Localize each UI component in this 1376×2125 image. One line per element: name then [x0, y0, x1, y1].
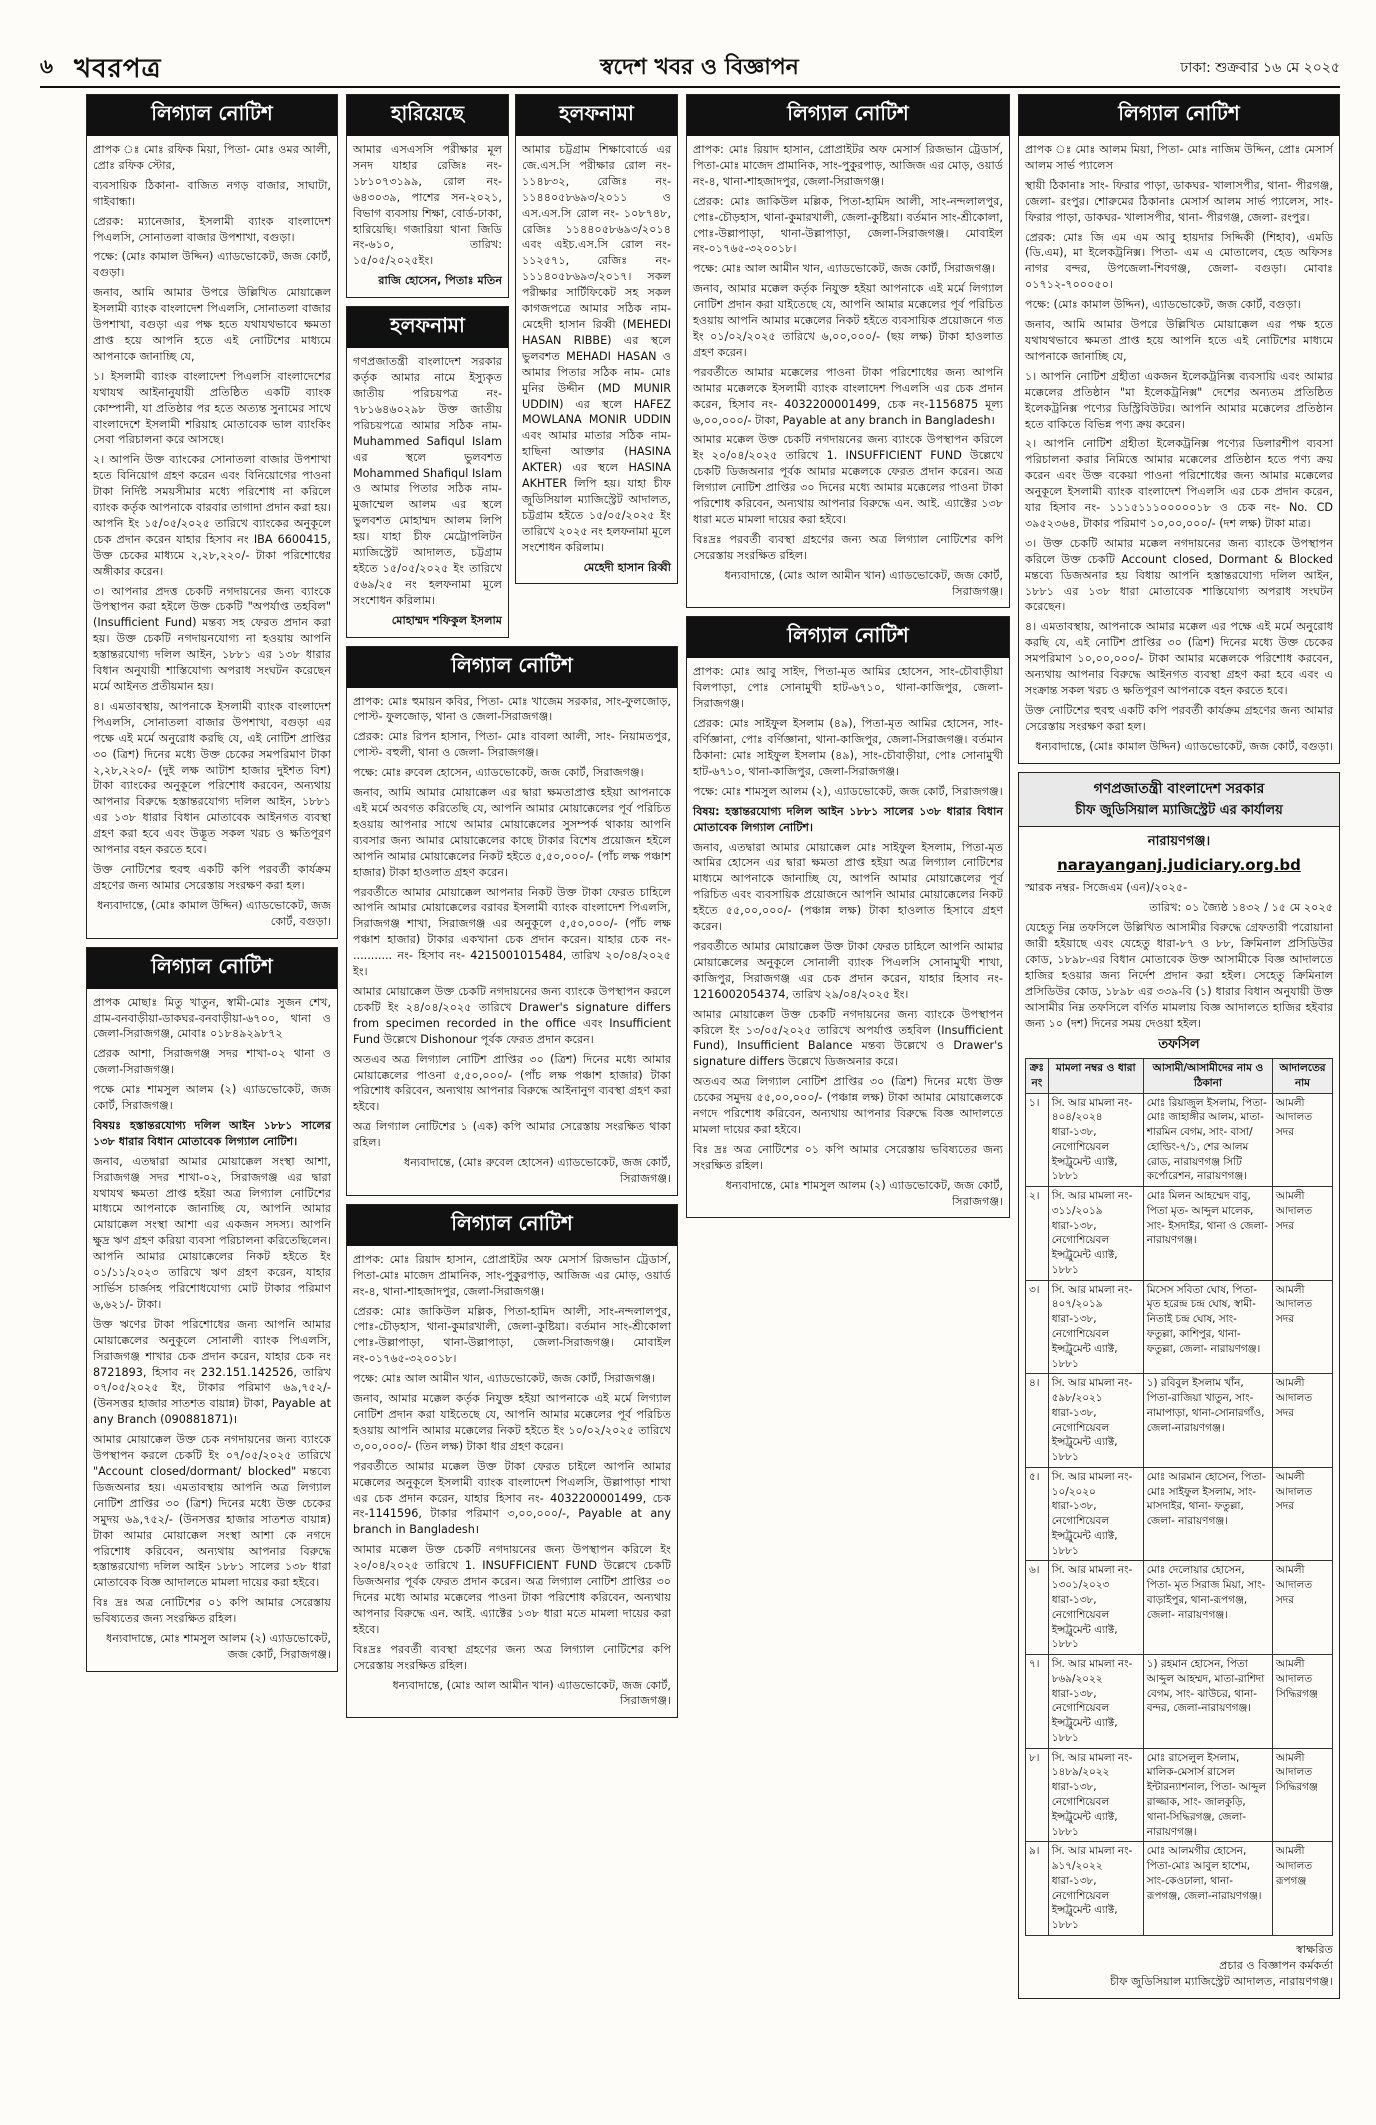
cell-no: ৩।: [1026, 1280, 1049, 1374]
notice-signature: ধন্যবাদান্তে, (মোঃ আল আমীন খান) এ্যাডভোকেট, জজ কোর্ট, সিরাজগঞ্জ।: [724, 568, 1003, 598]
paper-logo: খবরপত্র: [74, 54, 162, 84]
cell-no: ৯।: [1026, 1842, 1049, 1936]
notice-header: লিগ্যাল নোটিশ: [687, 617, 1009, 658]
notice-recipient: প্রাপক ঃ মোঃ আলম মিয়া, পিতা- মোঃ নাজিম উদ্দিন, প্রোঃ মেসার্স আলম সার্ভ প্যালেস: [1025, 143, 1333, 172]
cell-court: আমলী আদালত সিদ্ধিরগঞ্জ: [1272, 1655, 1332, 1749]
affidavit-header: হলফনামা: [347, 307, 508, 348]
notice-body: জনাব, আমি আমার মোয়াক্কেল এর দ্বারা ক্ষমতাপ্রাপ্ত হইয়া আপনাকে এই মর্মে অবগত করিতেছি যে, আপনি আমার মোয়াক্কেলের পূর্ব পরিচিত হওয়ায় আপনার সাথে আমার মোয়াক্কেলের সুসম্পর্ক থাকায় আপনি ব্যবসার জন্য আমার মোয়াক্কেলের কাছে টাকার বিশেষ প্রয়োজন হইলে আপনি আমার মোয়াক্কেলের নিকট হইতে ৫,৫০,০০০/- (পাঁচ লক্ষ পঞ্চাশ হাজার) টাকা হাওলাত গ্রহণ করেন।: [353, 786, 671, 879]
cell-accused: মিসেস সবিতা ঘোষ, পিতা-মৃত হরেন্দ্র চন্দ্র ঘোষ, স্বামী- নিতাই চন্দ্র ঘোষ, সাং- ফতুল্লা, কাশিপুর, থানা- ফতুল্লা, জেলা- নারায়ণগঞ্জ।: [1143, 1280, 1272, 1374]
notice-subject: বিষয়: হস্তান্তরযোগ্য দলিল আইন ১৮৮১ সালের ১৩৮ ধারার বিধান মোতাবেক লিগ্যাল নোটিশ।: [693, 804, 1003, 834]
court-title-1: গণপ্রজাতন্ত্রী বাংলাদেশ সরকার: [1093, 780, 1265, 797]
notice-recipient: প্রাপক: মোঃ হুমায়ন কবির, পিতা- মোঃ খাজেম সরকার, সাং-ফুলজোড়, পোস্ট- ফুলজোড়, থানা ও জেলা-সিরাজগঞ্জ।: [353, 694, 671, 724]
court-office: চীফ জুডিসিয়াল ম্যাজিস্ট্রেট আদালত, নারায়ণগঞ্জ।: [1110, 1974, 1333, 1988]
small-ads-left: [346, 94, 509, 646]
cell-court: আমলী আদালত রূপগঞ্জ: [1272, 1842, 1332, 1936]
notice-sender: প্রেরক: মোঃ সাইফুল ইসলাম (৪৯), পিতা-মৃত আমির হোসেন, সাং-বর্ণিজ্ঞানা, পোঃ বর্ণিজ্ঞানা, থানা-কাজিপুর, জেলা-সিরাজগঞ্জ। বর্তমান ঠিকানা: মোঃ সাইফুল ইসলাম (৪৯), সাং-চৌবাড়ীয়া, পোঃ সোনামুখী হাট-৬৭১০, থানা-কাজিপুর, জেলা-সিরাজগঞ্জ।: [693, 717, 1003, 778]
court-officer: প্রচার ও বিজ্ঞাপন কর্মকর্তা: [1219, 1958, 1333, 1972]
notice-body: অত্র লিগ্যাল নোটিশের ১ (এক) কপি আমার সেরেস্তায় সংরক্ষিত থাকা রহিল।: [353, 1120, 671, 1150]
legal-notice-3: [346, 646, 678, 1196]
affidavit-signature: মোহাম্মদ শফিকুল ইসলাম: [391, 613, 502, 627]
notice-body: পরবর্তীতে আমার মোয়াক্কেল উক্ত টাকা ফেরত চাহিলে আপনি আমার মোয়াক্কেলের অনুকূলে সোনালী ব্যাংক পিএলসি সোনামুখী শাখা, কাজিপুর, সিরাজগঞ্জ এর চেক প্রদান করেন, যাহার হিসাব নং- 1216002054374, তারিখ ২৯/০৪/২০২৫ ইং।: [693, 939, 1003, 1001]
notice-on-behalf: পক্ষে: মোঃ রুবেল হোসেন, এ্যাডভোকেট, জজ কোর্ট, সিরাজগঞ্জ।: [353, 766, 644, 780]
cell-case: সি. আর মামলা নং- ৫৯৮/২০২১ ধারা-১৩৮, নেগোশিয়েবল ইন্সট্রুমেন্ট এ্যাক্ট, ১৮৮১: [1048, 1374, 1143, 1468]
legal-notice-7: [1018, 94, 1340, 764]
affidavit-2: [346, 306, 509, 637]
notice-body: পরবর্তীতে আমার মক্কেলের পাওনা টাকা পরিশোধের জন্য আপনি আমার মক্কেলকে ইসলামী ব্যাংক বাংলাদেশ পিএলসি এর চেক প্রদান করেন, হিসাব নং- 4032200001499, চেক নং-1156875 মূল্য ৬,০০,০০০/- টাকা, Payable at any branch in Bangladesh।: [693, 365, 1003, 427]
table-row: [1026, 1748, 1333, 1842]
legal-notice-5: [686, 94, 1010, 608]
cell-case: সি. আর মামলা নং- ৩১১/২০১৯ ধারা-১৩৮, নেগোশিয়েবল ইন্সট্রুমেন্ট এ্যাক্ট, ১৮৮১: [1048, 1187, 1143, 1281]
notice-header: লিগ্যাল নোটিশ: [87, 95, 337, 136]
table-header: আদালতের নাম: [1272, 1058, 1332, 1093]
notice-header: লিগ্যাল নোটিশ: [1019, 95, 1339, 136]
cell-court: আমলী আদালত সদর: [1272, 1374, 1332, 1468]
notice-body: পরবর্তীতে আমার মক্কেল উক্ত টাকা ফেরত চাইলে আপনি আমার মক্কেলের অনুকূলে ইসলামী ব্যাংক বাংলাদেশ পিএলসি, উল্লাপাড়া শাখা এর চেক প্রদান করেন, যাহার হিসাব নং- 4032200001499, চেক নং-1141596, টাকার পরিমাণ ৩,০০,০০০/-, Payable at any branch in Bangladesh।: [353, 1459, 671, 1537]
cell-case: সি. আর মামলা নং- ৪০৭/২০১৯ ধারা-১৩৮, নেগোশিয়েবল ইন্সট্রুমেন্ট এ্যাক্ট, ১৮৮১: [1048, 1280, 1143, 1374]
lost-header: হারিয়েছে: [347, 95, 508, 136]
notice-body: ২। আপনি উক্ত ব্যাংকের সোনাতলা বাজার উপশাখা হতে বিনিয়োগ গ্রহণ করেন এবং বিনিয়োগের পাওনা টাকা নির্দিষ্ট সময়সীমার মধ্যে পরিশোধ না করিলে ব্যাংক কর্তৃক আপনাকে বারবার তাগাদা প্রদান করা হয়। আপনি ইং ১৫/০৫/২০২৫ তারিখে ব্যাংকের অনুকূলে চেক প্রদান করেন যাহার হিসাব নং IBA 6600415, উক্ত চেকের মাধ্যমে ২,২৮,২২০/- টাকা পরিশোধের অঙ্গীকার করেন।: [93, 453, 331, 578]
cell-court: আমলী আদালত সিদ্ধিরগঞ্জ: [1272, 1748, 1332, 1842]
notice-on-behalf: পক্ষে: মোঃ শামসুল আলম (২), এ্যাডভোকেট, জজ কোর্ট, সিরাজগঞ্জ।: [693, 784, 1003, 798]
notice-sender: প্রেরক: মোঃ রিপন হাসান, পিতা- মোঃ বাবলা আলী, সাং- নিয়ামতপুর, পোস্ট- বহুলী, থানা ও জেলা- সিরাজগঞ্জ।: [353, 730, 671, 760]
section-title: স্বদেশ খবর ও বিজ্ঞাপন: [600, 54, 799, 80]
notice-sender: প্রেরক: ম্যানেজার, ইসলামী ব্যাংক বাংলাদেশ পিএলসি, সোনাতলা বাজার উপশাখা, বগুড়া।: [93, 214, 331, 244]
notice-signature: ধন্যবাদান্তে, (মোঃ রুবেল হোসেন) এ্যাডভোকেট, জজ কোর্ট, সিরাজগঞ্জ।: [403, 1156, 671, 1185]
cell-court: আমলী আদালত সদর: [1272, 1187, 1332, 1281]
table-row: [1026, 1561, 1333, 1655]
table-row: [1026, 1655, 1333, 1749]
column-4: [1018, 94, 1340, 2074]
masthead: [40, 48, 1340, 88]
legal-notice-2: [86, 947, 338, 1672]
notice-body: আমার মক্কেল উক্ত চেকটি নগদায়নের জন্য ব্যাংকে উপস্থাপন করিলে ইং ২০/০৪/২০২৫ তারিখে 1. INSUFFICIENT FUND উল্লেখে চেকটি ডিজঅনার পূর্বক আমার মক্কেলকে ফেরত প্রদান করেন। অত্র লিগ্যাল নোটিশ প্রাপ্তির ৩০ দিনের মধ্যে আমার মক্কেলের পাওনা টাকা পরিশোধ করিবেন, অন্যথায় আপনার বিরুদ্ধে এন. আই. এ্যাক্টের ১৩৮ ধারা মতে মামলা দায়ের করা হইবে।: [693, 433, 1003, 526]
cell-accused: মোঃ আরমান হোসেন, পিতা- মোঃ সাইফুল ইসলাম, সাং- মাসদাইর, থানা- ফতুল্লা, জেলা- নারায়ণগঞ্জ।: [1143, 1467, 1272, 1561]
notice-body: উক্ত নোটিশের হুবহু একটি কপি পরবর্তী কার্যক্রম গ্রহণের জন্য আমার সেরেস্তায় সংরক্ষণ করা হল।: [93, 862, 331, 892]
schedule-title: তফসিল: [1158, 1036, 1200, 1052]
lost-notice: [346, 94, 509, 298]
table-row: [1026, 1842, 1333, 1936]
lost-signature: রাজি হোসেন, পিতাঃ মতিন: [378, 274, 502, 288]
schedule-table: [1025, 1058, 1333, 1936]
notice-body: ৪। এমতাবস্থায়, আপনাকে আমার মক্কেল এর পক্ষে এই মর্মে অনুরোধ করছি যে, এই নোটিশ প্রাপ্তির ৩০ (ত্রিশ) দিনের মধ্যে উক্ত চেকের সমপরিমাণ ১০,০০,০০০/- টাকা আমার মক্কেলকে পরিশোধ করবেন, অন্যথায় আপনার বিরুদ্ধে আইনগত ব্যবস্থা গ্রহণ করা হবে এবং এ সংক্রান্ত সকল খরচ ও ক্ষতিপূরণ আপনাকে বহন করতে হবে।: [1025, 620, 1333, 697]
court-intro: যেহেতু নিম্ন তফসিলে উল্লিখিত আসামীর বিরুদ্ধে গ্রেফতারী পরোয়ানা জারী হইয়াছে এবং যেহেতু ধারা-৮৭ ও ৮৮, ক্রিমিনাল প্রসিডিউর কোড, ১৮৯৮-এর বিধান মোতাবেক উক্ত আসামীকে বিজ্ঞ আদালতে হাজির হওয়ার জন্য নির্দেশ প্রদান করা হইল। সেহেতু ক্রিমিনাল প্রসিডিউর কোড, ১৮৯৮ এর ৩৩৯-বি (১) ধারার বিধান অনুযায়ী উক্ত আসামীর নিম্ন তফসিলে বর্ণিত মামলায় বিজ্ঞ আদালতে হাজির হইবার জন্য ১০ (দশ) দিনের সময় দেওয়া হইল।: [1025, 921, 1333, 1030]
cell-case: সি. আর মামলা নং- ৮৬৯/২০২২ ধারা-১৩৮, নেগোশিয়েবল ইন্সট্রুমেন্ট এ্যাক্ট, ১৮৮১: [1048, 1655, 1143, 1749]
notice-body: বিঃ দ্রঃ অত্র নোটিশের ০১ কপি আমার সেরেস্তায় ভবিষ্যতের জন্য সংরক্ষিত রহিল।: [93, 1596, 331, 1626]
court-signature: [1025, 1942, 1333, 1990]
cell-no: ৬।: [1026, 1561, 1049, 1655]
notice-body: ৩। আপনার প্রদত্ত চেকটি নগদায়নের জন্য ব্যাংকে উপস্থাপন করা হইলে উক্ত চেকটি "অপর্যাপ্ত তহবিল" (Insufficient Fund) মন্তব্য সহ ফেরত প্রদান করা হয়। উক্ত চেকটি নগদায়নযোগ্য না হওয়ায় আপনি হস্তান্তরযোগ্য দলিল আইন, ১৮৮১ এর ১৩৮ ধারার বিধান অনুযায়ী শাস্তিযোগ্য অপরাধ সংঘটন করেছেন মর্মে আইনত প্রতীয়মান হয়।: [93, 584, 331, 693]
cell-no: ১।: [1026, 1093, 1049, 1187]
date-line: ঢাকা: শুক্রবার ১৬ মে ২০২৫: [1180, 60, 1340, 76]
cell-case: সি. আর মামলা নং- ১৩০১/২০২৩ ধারা-১৩৮, নেগোশিয়েবল ইন্সট্রুমেন্ট এ্যাক্ট, ১৮৮১: [1048, 1561, 1143, 1655]
notice-sender: প্রেরক: মোঃ জি এম এম আবু হায়দার সিদ্দিকী (শিহাব), এমডি (ডি.এম), মা ইলেকট্রনিক্স। পিতা- এম এ মোতালেব, হেড অফিসঃ নাগর বন্দর, উপজেলা-শিবগঞ্জ, জেলা- বগুড়া। মোবাঃ ০১৭১২-৭০০০৫০।: [1025, 230, 1333, 292]
court-header: [1019, 773, 1339, 827]
court-website-link[interactable]: narayanganj.judiciary.org.bd: [1057, 856, 1301, 875]
small-ads-row: [346, 94, 678, 646]
notice-signature: ধন্যবাদান্তে, মোঃ শামসুল আলম (২) এ্যাডভোকেট, জজ কোর্ট, সিরাজগঞ্জ।: [725, 1178, 1003, 1208]
table-header: আসামী/আসামীদের নাম ও ঠিকানা: [1143, 1058, 1272, 1093]
cell-accused: ১) রবিবুল ইসলাম খাঁন, পিতা-রাজিয়া খাতুন, সাং- নামাপাড়া, থানা-সোনারগাঁও, জেলা-নারায়ণগঞ্জ।: [1143, 1374, 1272, 1468]
notice-body: অতএব অত্র লিগ্যাল নোটিশ প্রাপ্তির ৩০ (ত্রিশ) দিনের মধ্যে উক্ত চেকের সমুদয় ৫৫,০০,০০০/- (পঞ্চান্ন লক্ষ) টাকা আমার মোয়াক্কেলকে নগদে পরিশোধ করিবেন, অন্যথায় আপনার বিরুদ্ধে বিজ্ঞ আদালতে মামলা দায়ের করা হইবে।: [693, 1075, 1003, 1136]
notice-header: লিগ্যাল নোটিশ: [347, 647, 677, 688]
notice-body: বিঃদ্রঃ পরবর্তী ব্যবস্থা গ্রহণের জন্য অত্র লিগ্যাল নোটিশের কপি সেরেস্তায় সংরক্ষিত রহিল।: [353, 1642, 671, 1672]
court-memo: স্মারক নম্বর- সিজেএম (এন)/২০২৫-: [1025, 881, 1188, 895]
notice-body: জনাব, আমার মক্কেল কর্তৃক নিযুক্ত হইয়া আপনাকে এই মর্মে লিগ্যাল নোটিশ প্রদান করা যাইতেছে যে, আপনি আমার মক্কেলের পূর্ব পরিচিত হওয়ায় আপনি আমার মক্কেলের নিকট হইতে ইং ১০/০২/২০২৫ তারিখে ৩,০০,০০০/- (তিন লক্ষ) টাকা ধার গ্রহণ করেন।: [353, 1392, 671, 1453]
table-row: [1026, 1187, 1333, 1281]
cell-no: ৮।: [1026, 1748, 1049, 1842]
notice-body: ১। ইসলামী ব্যাংক বাংলাদেশ পিএলসি বাংলাদেশের যথাযথ আইনানুযায়ী প্রতিষ্ঠিত একটি ব্যাংক কোম্পানী, যা প্রতিষ্ঠার পর হতে অত্যন্ত সুনামের সাথে বাংলাদেশে ইসলামী শরিয়াহ মোতাবেক ভাল ব্যাংকিং সেবা পরিচালনা করে আসছে।: [93, 369, 331, 447]
cell-case: সি. আর মামলা নং- ৯১৭/২০২২ ধারা-১৩৮, নেগোশিয়েবল ইন্সট্রুমেন্ট এ্যাক্ট, ১৮৮১: [1048, 1842, 1143, 1936]
cell-court: আমলী আদালত সদর: [1272, 1561, 1332, 1655]
notice-recipient: প্রাপক: মোঃ রিয়াদ হাসান, প্রোপ্রাইটর অফ মেসার্স রিজভান ট্রেডার্স, পিতা-মোঃ মাজেদ প্রামানিক, সাং-পুকুরপাড়, আজিজ এর মোড়, ওয়ার্ড নং-৪, থানা-শাহজাদপুর, জেলা-সিরাজগঞ্জ।: [693, 143, 1003, 188]
affidavit-header: হলফনামা: [516, 95, 677, 136]
notice-recipient: প্রাপক: মোঃ আবু সাইদ, পিতা-মৃত আমির হোসেন, সাং-চৌবাড়ীয়া বিলপাড়া, পোঃ সোনামুখী হাট-৬৭১০, থানা-কাজিপুর, জেলা-সিরাজগঞ্জ।: [693, 665, 1003, 711]
table-row: [1026, 1093, 1333, 1187]
notice-address: ব্যবসায়িক ঠিকানা- বাজিত নগড় বাজার, সাঘাটা, গাইবান্ধা।: [93, 178, 331, 208]
affidavit-signature: মেহেদী হাসান রিব্বী: [583, 560, 671, 574]
notice-on-behalf: পক্ষে: মোঃ আল আমীন খান, এ্যাডভোকেট, জজ কোর্ট, সিরাজগঞ্জ।: [353, 1372, 656, 1386]
cell-accused: মোঃ রাসেলুল ইসলাম, মালিক-মেসার্স রাসেল ইন্টারন্যাশনাল, পিতা- আব্দুল রাজ্জাক, সাং- জালকুড়ি, থানা-সিদ্ধিরগঞ্জ, জেলা- নারায়ণগঞ্জ।: [1143, 1748, 1272, 1842]
cell-court: আমলী আদালত সদর: [1272, 1280, 1332, 1374]
table-header: মামলা নম্বর ও ধারা: [1048, 1058, 1143, 1093]
notice-body: ৩। উক্ত চেকটি আমার মক্কেল নগদায়নের জন্য ব্যাংকে উপস্থাপন করিলে উক্ত চেকটি Account closed, Dormant & Blocked মন্তব্যে ডিজঅনার হয় বিধায় আপনি হস্তান্তরযোগ্য দলিল আইন, ১৮৮১ এর ১৩৮ ধারা মোতাবেক শাস্তিযোগ্য অপরাধ সংঘটন করেছেন।: [1025, 536, 1333, 614]
small-ads-right: [515, 94, 678, 646]
notice-body: জনাব, আমার মক্কেল কর্তৃক নিযুক্ত হইয়া আপনাকে এই মর্মে লিগ্যাল নোটিশ প্রদান করা যাইতেছে যে, আপনি আমার মক্কেলের পূর্ব পরিচিত হওয়ায় আপনি আমার মক্কেলের নিকট হইতে ব্যবসায়িক প্রয়োজনে গত ইং ০১/০২/২০২৫ তারিখে ৬,০০,০০০/- (ছয় লক্ষ) টাকা হাওলাত গ্রহণ করেন।: [693, 282, 1003, 359]
notice-body: আমার মক্কেল উক্ত চেকটি নগদায়নের জন্য উপস্থাপন করিলে ইং ২০/০৪/২০২৫ তারিখে 1. INSUFFICIENT FUND উল্লেখে চেকটি ডিজঅনার পূর্বক ফেরত প্রদান করেন। অত্র লিগ্যাল নোটিশ প্রাপ্তির ৩০ দিনের মধ্যে আমার মক্কেলের পাওনা টাকা পরিশোধ করিবেন, অন্যথায় আপনার বিরুদ্ধে এন. আই. এ্যাক্টের ১৩৮ ধারা মতে মামলা দায়ের করা হইবে।: [353, 1543, 671, 1636]
cell-accused: ১) রহমান হোসেন, পিতা আব্দুল আহম্মদ, মাতা-রাশিদা বেগম, সাং- ঝাউচর, থানা-বন্দর, জেলা-নারায়ণগঞ্জ।: [1143, 1655, 1272, 1749]
notice-body: ২। আপনি নোটিশ গ্রহীতা ইলেকট্রনিক্স পণ্যের ডিলারশীপ ব্যবসা পরিচালনা করার নিমিত্তে আমার মক্কেলের প্রতিষ্ঠান হতে পণ্য ক্রয় করেন এবং উক্ত বকেয়া পাওনা পরিশোধের জন্য আমার মক্কেলের অনুকূলে ইসলামী ব্যাংক বাংলাদেশ পিএলসি এর চেক প্রদান করেন, যার হিসাব নং- ১১১৫১১১০০০০০১৮ ও চেক নং- No. CD ৩৯৫২৩৬৪, টাকার পরিমাণ ১০,০০,০০০/- (দশ লক্ষ) টাকা মাত্র।: [1025, 437, 1333, 530]
table-row: [1026, 1280, 1333, 1374]
lost-text: আমার এসএসসি পরীক্ষার মূল সনদ যাহার রেজিঃ নং- ১৮১০৭৩১৯৯, রোল নং- ৬৪৩০৩৯, পাশের সন-২০২১, বিভাগ ব্যবসায় শিক্ষা, বোর্ড-ঢাকা, হারিয়েছি। গজারিয়া থানা জিডি নং-৬১০, তারিখ: ১৫/০৫/২০২৫ইং।: [353, 143, 502, 268]
notice-header: লিগ্যাল নোটিশ: [347, 1205, 677, 1246]
notice-body: আমার মোয়াক্কেল উক্ত চেক নগদায়নের জন্য ব্যাংকে উপস্থাপন করলে চেকটি ইং ০৭/০৫/২০২৫ তারিখে "Account closed/dormant/ blocked" মন্তব্যে ডিজঅনার হয়। এমতাবস্থায় আপনি অত্র লিগ্যাল নোটিশ প্রাপ্তির ৩০ (ত্রিশ) দিনের মধ্যে উক্ত চেকের সমুদয় ৬৯,৭৫২/- (উনসত্তর হাজার সাতশত বায়ান্ন) টাকা আমার মোয়াক্কেল সংস্থা আশা কে নগদে পরিশোধ করিবেন, অন্যথায় আপনার বিরুদ্ধে হস্তান্তরযোগ্য দলিল আইন ১৮৮১ সালের ১৩৮ ধারা মোতাবেক বিজ্ঞ আদালতে মামলা দায়ের করা হইবে।: [93, 1433, 331, 1590]
notice-header: লিগ্যাল নোটিশ: [87, 948, 337, 989]
legal-notice-1: [86, 94, 338, 939]
cell-no: ২।: [1026, 1187, 1049, 1281]
notice-recipient: প্রাপক ঃ মোঃ রফিক মিয়া, পিতা- মোঃ ওমর আলী, প্রোঃ রফিক স্টোর,: [93, 143, 331, 172]
affidavit-1: [515, 94, 678, 584]
notice-body: বিঃ দ্রঃ অত্র নোটিশের ০১ কপি আমার সেরেস্তায় ভবিষ্যতের জন্য সংরক্ষিত রহিল।: [693, 1142, 1003, 1172]
notice-subject: বিষয়ঃ হস্তান্তরযোগ্য দলিল আইন ১৮৮১ সালের ১৩৮ ধারার বিধান মোতাবেক লিগ্যাল নোটিশ।: [93, 1118, 331, 1148]
cell-case: সি. আর মামলা নং- ৪০৪/২০২৪ ধারা-১৩৮, নেগোশিয়েবল ইন্সট্রুমেন্ট এ্যাক্ট, ১৮৮১: [1048, 1093, 1143, 1187]
notice-body: উক্ত নোটিশের হুবহু একটি কপি পরবর্তী কার্যক্রম গ্রহণের জন্য আমার সেরেস্তায় সংরক্ষণ করা হল।: [1025, 703, 1333, 733]
notice-on-behalf: পক্ষে: (মোঃ কামাল উদ্দিন) এ্যাডভোকেট, জজ কোর্ট, বগুড়া।: [93, 250, 331, 280]
notice-recipient: প্রাপক মোছাঃ মিতু খাতুন, স্বামী-মোঃ সুজন শেখ, গ্রাম-বনবাড়ীয়া-ডাকঘর-বনবাড়ীয়া-৬৭০০, থানা ও জেলা-সিরাজগঞ্জ, মোবাঃ ০১৮৪৯২৯৮৭২: [93, 995, 331, 1041]
page-number: ৬: [40, 54, 54, 78]
notice-on-behalf: পক্ষে মোঃ শামসুল আলম (২) এ্যাডভোকেট, জজ কোর্ট, সিরাজগঞ্জ।: [93, 1083, 331, 1113]
notice-body: বিঃদ্রঃ পরবর্তী ব্যবস্থা গ্রহণের জন্য অত্র লিগ্যাল নোটিশের কপি সেরেস্তায় সংরক্ষিত রহিল।: [693, 532, 1003, 562]
notice-header: লিগ্যাল নোটিশ: [687, 95, 1009, 136]
notice-body: আমার মোয়াক্কেল উক্ত চেকটি নগদায়নের জন্য ব্যাংকে উপস্থাপন করলে চেকটি ইং ২৪/০৪/২০২৫ তারিখে Drawer's signature differs from specimen recorded in the office এবং Insufficient Fund উল্লেখে Dishonour পূর্বক ফেরত প্রদান করেন।: [353, 984, 671, 1046]
notice-body: জনাব, এতদ্বারা আমার মোয়াক্কেল মোঃ সাইফুল ইসলাম, পিতা-মৃত আমির হোসেন এর দ্বারা ক্ষমতা প্রাপ্ত হইয়া অত্র লিগ্যাল নোটিশের মাধ্যমে আপনাকে জানাচ্ছি যে, আপনি আমার মোয়াক্কেলের পূর্ব পরিচিত এবং ব্যবসায়িক প্রয়োজনে আপনি আমার মোয়াক্কেলের নিকট হইতে ৫৫,০০,০০০/- (পঞ্চান্ন লক্ষ) টাকা হাওলাত হিসাবে গ্রহণ করেন।: [693, 840, 1003, 934]
cell-no: ৪।: [1026, 1374, 1049, 1468]
affidavit-text: আমার চট্টগ্রাম শিক্ষাবোর্ডে এর জে.এস.সি পরীক্ষার রোল নং- ১১৪৮৩২, রেজিঃ নং- ১১৪৪০৫৮৬৯৩/২০১১ ও এস.এস.সি রোল নং- ১০৮৭৪৮, রেজিঃ ১১৪৪০৫৮৬৯৩/২০১৪ এবং এইচ.এস.সি রোল নং- ১১২৫৭১, রেজিঃ নং- ১১১৪০৫৮৬৯৩/২০১৭। সকল পরীক্ষার সার্টিফিকেট সহ সকল কাগজপত্রে আমার সঠিক নাম- মেহেদী হাসান রিব্বী (MEHEDI HASAN RIBBE) এর স্থলে ভুলবশত MEHADI HASAN ও আমার পিতার সঠিক নাম- মোঃ মুনির উদ্দীন (MD MUNIR UDDIN) এর স্থলে HAFEZ MOWLANA MONIR UDDIN এবং আমার মাতার সঠিক নাম- হাছিনা আক্তার (HASINA AKTER) এর স্থলে HASINA AKHTER লিপি হয়। যাহা চীফ জুডিসিয়াল ম্যাজিস্ট্রেট আদালত, চট্টগ্রাম হইতে ১৫/০৫/২০২৫ ইং তারিখে ২০২৫ নং হলফনামা মূলে সংশোধন করিলাম।: [522, 143, 671, 554]
notice-on-behalf: পক্ষে: মোঃ আল আমীন খান, এ্যাডভোকেট, জজ কোর্ট, সিরাজগঞ্জ।: [693, 262, 996, 276]
cell-no: ৫।: [1026, 1467, 1049, 1561]
column-2: [346, 94, 678, 2074]
affidavit-text: গণপ্রজাতন্ত্রী বাংলাদেশ সরকার কর্তৃক আমার নামে ইস্যুকৃত জাতীয় পরিচয়পত্র নং- ৭৮১৬৪৬০২৯৮ উক্ত জাতীয় পরিচয়পত্রে আমার সঠিক নাম- Muhammed Safiqul Islam এর স্থলে ভুলবশত Mohammed Shafiqul Islam ও আমার পিতার সঠিক নাম- মুজাম্মেল আলম এর স্থলে ভুলবশত মোহাম্মদ আলম লিপি হয়। যাহা চীফ মেট্রোপলিটন ম্যাজিস্ট্রেট আদালত, চট্টগ্রাম হইতে ১৫/০৫/২০২৫ ইং তারিখে ৫৬৯/২৫ নং হলফনামা মূলে সংশোধন করিলাম।: [353, 355, 502, 607]
notice-body: পরবর্তীতে আমার মোয়াক্কেল আপনার নিকট উক্ত টাকা ফেরত চাহিলে আপনি আমার মোয়াক্কেলের বরাবর ইসলামী ব্যাংক বাংলাদেশ পিএলসি, সিরাজগঞ্জ শাখা, সিরাজগঞ্জ এর অনুকূলে ৫,৫০,০০০/- (পাঁচ লক্ষ পঞ্চাশ হাজার) টাকার একখানা চেক প্রদান করেন। যাহার চেক নং- ........... নং- হিসাব নং- 4215001015484, তারিখ ২০/০৪/২০২৫ ইং।: [353, 885, 671, 979]
notice-on-behalf: পক্ষে: (মোঃ কামাল উদ্দিন), এ্যাডভোকেট, জজ কোর্ট, বগুড়া।: [1025, 298, 1301, 312]
cell-case: সি. আর মামলা নং- ১৪৮৯/২০২২ ধারা-১৩৮, নেগোশিয়েবল ইন্সট্রুমেন্ট এ্যাক্ট, ১৮৮১: [1048, 1748, 1143, 1842]
notice-body: জনাব, আমি আমার উপরে উল্লিখিত মোয়াক্কেল এর পক্ষ হতে যথাযথভাবে ক্ষমতা প্রাপ্ত হয়ে আপনি হতে এই নোটিশের মাধ্যমে আপনাকে জানাচ্ছি যে,: [1025, 318, 1333, 363]
column-3: [686, 94, 1010, 2074]
table-header: ক্রঃ নং: [1026, 1058, 1049, 1093]
notice-address: স্থায়ী ঠিকানাঃ সাং- ফিরার পাড়া, ডাকঘর- খালাসপীর, থানা- পীরগঞ্জ, জেলা- রংপুর। শোরুমের ঠিকানাঃ মেসার্স আলম সার্ভ প্যালেস, সাং- ফিরার পাড়া, ডাকঘর- খালাসপীর, থানা- পীরগঞ্জ, জেলা- রংপুর।: [1025, 178, 1333, 224]
court-title-2: চীফ জুডিসিয়াল ম্যাজিস্ট্রেট এর কার্যালয়: [1075, 802, 1283, 818]
court-notice: [1018, 772, 1340, 1999]
column-1: [86, 94, 338, 2074]
notice-sender: প্রেরক: মোঃ জাকিউল মল্লিক, পিতা-হামিদ আলী, সাং-নন্দলালপুর, পোঃ-চৌড়হাস, থানা-কুমারখালী, জেলা-কুষ্টিয়া। বর্তমান সাং-শ্রীকোলা পোঃ-উল্লাপাড়া, থানা-উল্লাপাড়া, জেলা-সিরাজগঞ্জ। মোবাইল নং-০১৭৬৫-৩২০০১৮।: [353, 1304, 671, 1366]
cell-court: আমলী আদালত সদর: [1272, 1467, 1332, 1561]
cell-case: সি. আর মামলা নং- ১০/২০২০ ধারা-১৩৮, নেগোশিয়েবল ইন্সট্রুমেন্ট এ্যাক্ট, ১৮৮১: [1048, 1467, 1143, 1561]
notice-recipient: প্রাপক: মোঃ রিয়াদ হাসান, প্রোপ্রাইটর অফ মেসার্স রিজভান ট্রেডার্স, পিতা-মোঃ মাজেদ প্রামানিক, সাং-পুকুরপাড়, আজিজ এর মোড়, ওয়ার্ড নং-৪, থানা-শাহজাদপুর, জেলা-সিরাজগঞ্জ।: [353, 1252, 671, 1298]
notice-body: জনাব, আমি আমার উপরে উল্লিখিত মোয়াক্কেল ইসলামী ব্যাংক বাংলাদেশ পিএলসি, সোনাতলা বাজার উপশাখা, বগুড়া এর পক্ষ হতে যথাযথভাবে ক্ষমতা প্রাপ্ত হয়ে আপনি হতে এই নোটিশের মাধ্যমে আপনাকে জানাচ্ছি যে,: [93, 286, 331, 363]
notice-body: ৪। এমতাবস্থায়, আপনাকে ইসলামী ব্যাংক বাংলাদেশ পিএলসি, সোনাতলা বাজার উপশাখা, বগুড়া এর পক্ষে এই মর্মে অনুরোধ করছি যে, এই নোটিশ প্রাপ্তির ৩০ (ত্রিশ) দিনের মধ্যে উক্ত চেকের সমপরিমাণ টাকা ২,২৮,২২০/- (দুই লক্ষ আটাশ হাজার দুইশত বিশ) টাকা ব্যাংকের অনুকূলে পরিশোধ করবেন, অন্যথায় আপনার বিরুদ্ধে হস্তান্তরযোগ্য দলিল আইন, ১৮৮১ এর ১৩৮ ধারার বিধান মোতাবেক আইনগত ব্যবস্থা গ্রহণ করা হবে এবং উদ্ভূত সকল খরচ ও ক্ষতিপূরণ আপনার বহন করতে হবে।: [93, 699, 331, 857]
notice-signature: ধন্যবাদান্তে, (মোঃ কামাল উদ্দিন) এ্যাডভোকেট, জজ কোর্ট, বগুড়া।: [96, 898, 331, 928]
notice-body: আমার মোয়াক্কেল উক্ত চেকটি নগদায়নের জন্য ব্যাংকে উপস্থাপন করিলে ইং ১৩/০৫/২০২৫ তারিখে অপর্যাপ্ত তহবিল (Insufficient Fund), Insufficient Balance মন্তব্য উল্লেখে ও Drawer's signature differs উল্লেখে ডিজঅনার করে।: [693, 1007, 1003, 1069]
legal-notice-6: [686, 616, 1010, 1218]
notice-body: উক্ত ঋণের টাকা পরিশোধের জন্য আপনি আমার মোয়াক্কেলের অনুকূলে সোনালী ব্যাংক পিএলসি, সিরাজগঞ্জ শাখার চেক প্রদান করেন, যাহার চেক নং 8721893, হিসাব নং 232.151.142526, তারিখ ০৭/০৫/২০২৫ ইং, টাকার পরিমাণ ৬৯,৭৫২/- (উনসত্তর হাজার সাতশত বায়ান্ন) টাকা, Payable at any Branch (090881871)।: [93, 1317, 331, 1427]
court-signed: স্বাক্ষরিত: [1296, 1942, 1333, 1956]
notice-signature: ধন্যবাদান্তে, মোঃ শামসুল আলম (২) এ্যাডভোকেট, জজ কোর্ট, সিরাজগঞ্জ।: [106, 1632, 331, 1661]
notice-sender: প্রেরক আশা, সিরাজগঞ্জ সদর শাখা-০২ থানা ও জেলা-সিরাজগঞ্জ।: [93, 1047, 331, 1077]
notice-body: অতএব অত্র লিগ্যাল নোটিশ প্রাপ্তির ৩০ (ত্রিশ) দিনের মধ্যে আমার মোয়াক্কেলের পাওনা ৫,৫০,০০০/- (পাঁচ লক্ষ পঞ্চাশ হাজার) টাকা পরিশোধ করিবেন, অন্যথায় আপনার বিরুদ্ধে আইনানুগ ব্যবস্থা গ্রহণ করা হইবে।: [353, 1052, 671, 1114]
notice-sender: প্রেরক: মোঃ জাকিউল মল্লিক, পিতা-হামিদ আলী, সাং-নন্দলালপুর, পোঃ-চৌড়হাস, থানা-কুমারখালী, জেলা-কুষ্টিয়া। বর্তমান সাং-শ্রীকোলা, পোঃ-উল্লাপাড়া, থানা-উল্লাপাড়া, জেলা-সিরাজগঞ্জ। মোবাইল নং-০১৭৬৫-৩২০০১৮।: [693, 194, 1003, 256]
table-row: [1026, 1467, 1333, 1561]
cell-accused: মোঃ দেলোয়ার হোসেন, পিতা- মৃত সিরাজ মিয়া, সাং- বাড়াইপুর, থানা-রূপগঞ্জ, জেলা- নারায়ণগঞ্জ।: [1143, 1561, 1272, 1655]
court-title-3: নারায়ণগঞ্জ।: [1147, 833, 1211, 849]
notice-body: ১। আপনি নোটিশ গ্রহীতা একজন ইলেকট্রনিক্স ব্যবসায়ি এবং আমার মক্কেলের প্রতিষ্ঠান "মা ইলেকট্রনিক্স" দেশের অন্যতম প্রতিষ্ঠিত ইলেকট্রনিক্স পণ্যের ডিস্ট্রিবিউটর। আপনি আমার মক্কেলের প্রতিষ্ঠান হতে বাকিতে বিভিন্ন পণ্য ক্রয় করেন।: [1025, 369, 1333, 431]
cell-accused: মোঃ রিয়াজুল ইসলাম, পিতা-মোঃ জাহাঙ্গীর আলম, মাতা-শারমিন বেগম, সাং- বাসা/হোল্ডিং-৭/১, শের আলম রোড, নারায়ণগঞ্জ সিটি কর্পোরেশন, নারায়ণগঞ্জ।: [1143, 1093, 1272, 1187]
cell-no: ৭।: [1026, 1655, 1049, 1749]
notice-body: জনাব, এতদ্বারা আমার মোয়াক্কেল সংস্থা আশা, সিরাজগঞ্জ সদর শাখা-০২, সিরাজগঞ্জ এর দ্বারা যথাযথ ক্ষমতা প্রাপ্ত হইয়া অত্র লিগ্যাল নোটিশের মাধ্যমে আপনাকে জানাচ্ছি যে, আপনি আমার মোয়াক্কেল সংস্থা আশা এর একজন সদস্য। আপনি ক্ষুদ্র ঋণ গ্রহণ করিয়া ব্যবসা পরিচালনা করিতেছিলেন। আপনি আমার মোয়াক্কেলের নিকট হইতে ইং ০১/১১/২০২৩ তারিখে ঋণ গ্রহণ করেন, যাহার সার্ভিস চার্জসহ পরিশোধযোগ্য মোট টাকার পরিমাণ ৬,৬২১/- টাকা।: [93, 1154, 331, 1311]
legal-notice-4: [346, 1204, 678, 1718]
cell-accused: মোঃ মিলন আহম্মেদ বাবু, পিতা মৃত- আব্দুল মালেক, সাং- ইসদাইর, থানা ও জেলা-নারায়ণগঞ্জ।: [1143, 1187, 1272, 1281]
cell-accused: মোঃ আলমগীর হোসেন, পিতা-মোঃ আবুল হাশেম, সাং-কেওঢালা, থানা- রূপগঞ্জ, জেলা-নারায়ণগঞ্জ।: [1143, 1842, 1272, 1936]
notice-signature: ধন্যবাদান্তে, (মোঃ কামাল উদ্দিন) এ্যাডভোকেট, জজ কোর্ট, বগুড়া।: [1035, 739, 1333, 753]
notice-signature: ধন্যবাদান্তে, (মোঃ আল আমীন খান) এ্যাডভোকেট, জজ কোর্ট, সিরাজগঞ্জ।: [392, 1678, 671, 1708]
court-date: তারিখ: ০১ জ্যৈষ্ঠ ১৪৩২ / ১৫ মে ২০২৫: [1149, 901, 1333, 915]
cell-court: আমলী আদালত সদর: [1272, 1093, 1332, 1187]
table-row: [1026, 1374, 1333, 1468]
